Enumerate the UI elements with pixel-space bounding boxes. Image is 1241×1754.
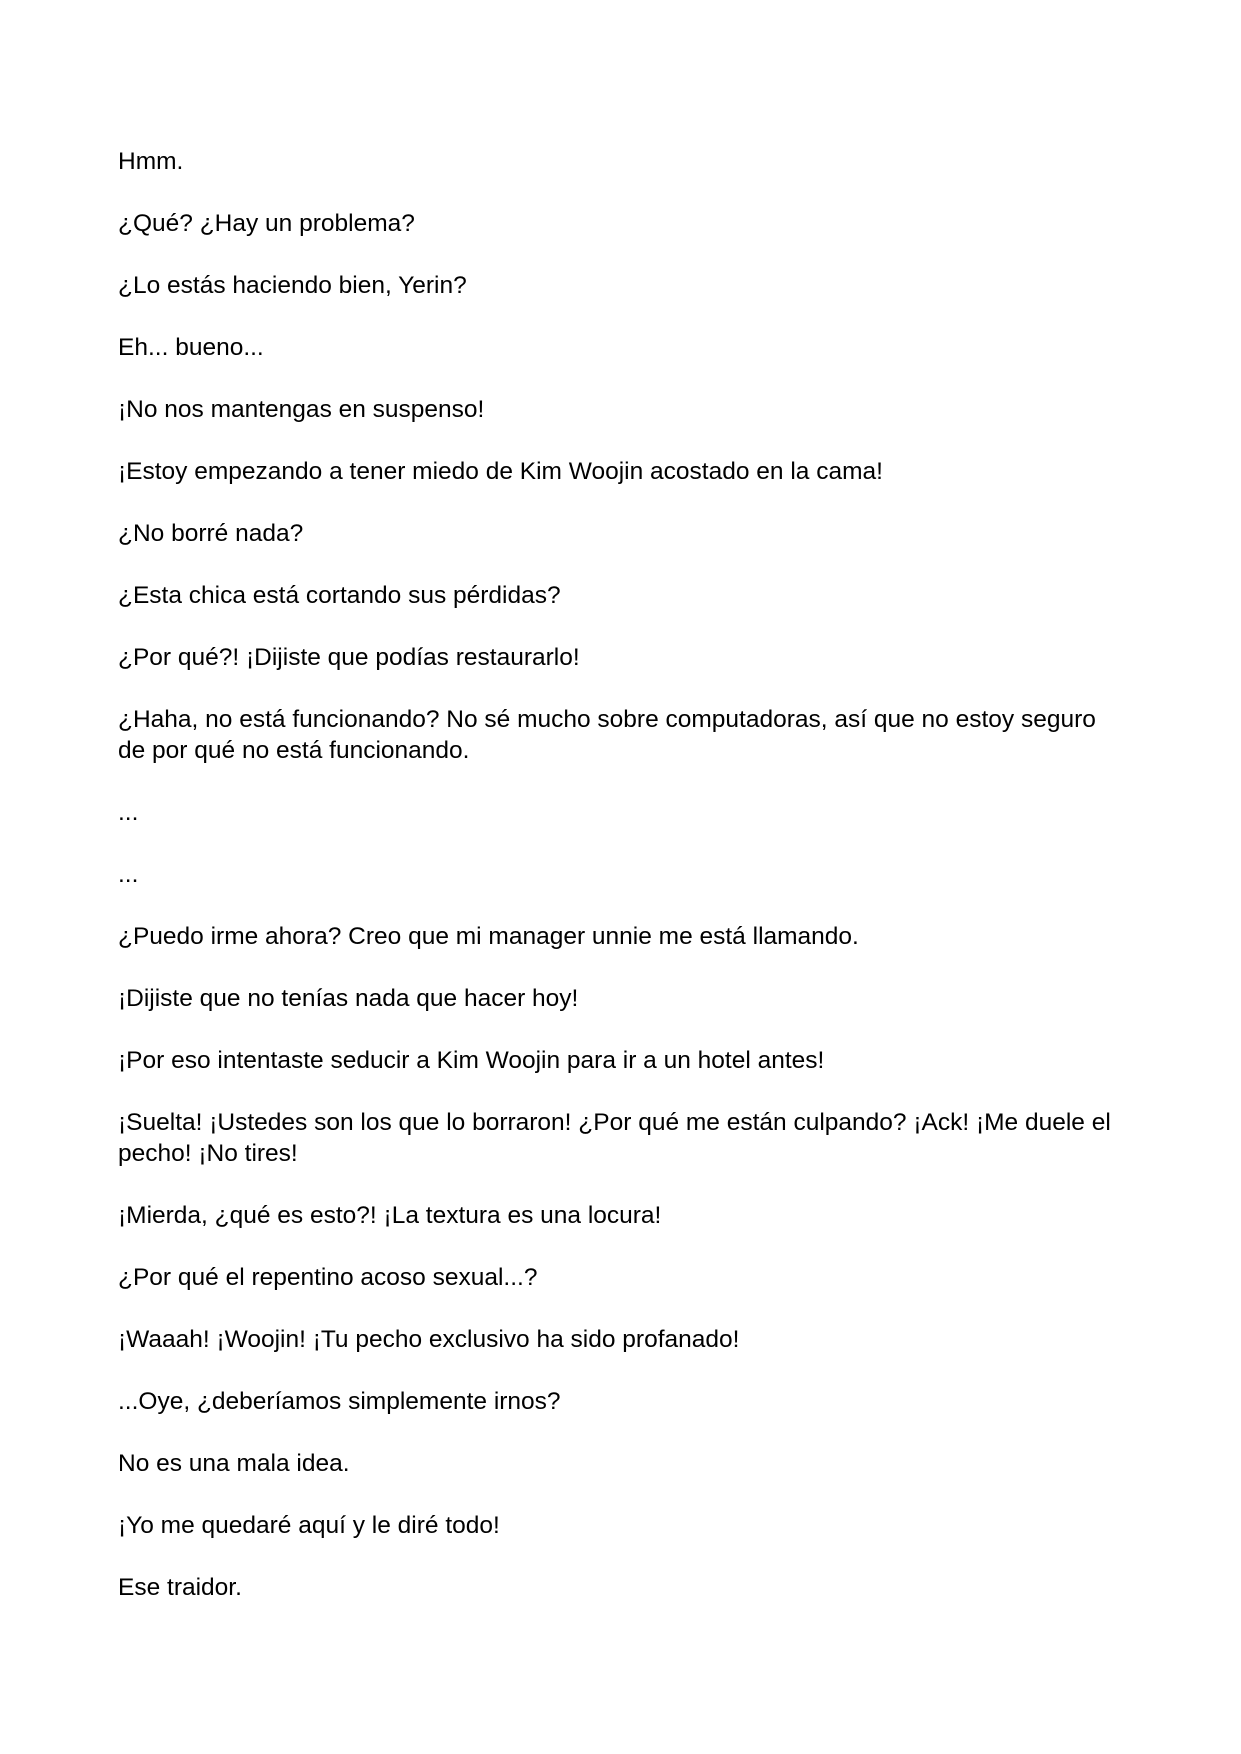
- paragraph: ¿Puedo irme ahora? Creo que mi manager unnie me está llamando.: [118, 923, 859, 950]
- paragraph: ¡Dijiste que no tenías nada que hacer hoy!: [118, 985, 579, 1012]
- paragraph: Hmm.: [118, 148, 184, 175]
- paragraph: ¡Estoy empezando a tener miedo de Kim Woojin acostado en la cama!: [118, 458, 883, 485]
- paragraph: ...: [118, 861, 139, 888]
- document-body: [118, 146, 1128, 1634]
- paragraph: ¿Esta chica está cortando sus pérdidas?: [118, 582, 561, 609]
- paragraph: ¡Suelta! ¡Ustedes son los que lo borraron! ¿Por qué me están culpando? ¡Ack! ¡Me duele el pecho! ¡No tires!: [118, 1109, 1111, 1167]
- paragraph: ¡Mierda, ¿qué es esto?! ¡La textura es una locura!: [118, 1202, 662, 1229]
- paragraph: ¡Waaah! ¡Woojin! ¡Tu pecho exclusivo ha sido profanado!: [118, 1326, 740, 1353]
- paragraph: ¿Por qué?! ¡Dijiste que podías restaurarlo!: [118, 644, 580, 671]
- paragraph: ¡Yo me quedaré aquí y le diré todo!: [118, 1512, 500, 1539]
- paragraph: ¿Haha, no está funcionando? No sé mucho sobre computadoras, así que no estoy seguro de por qué no está funcionando.: [118, 706, 1096, 764]
- paragraph: ¡Por eso intentaste seducir a Kim Woojin para ir a un hotel antes!: [118, 1047, 825, 1074]
- paragraph: ¿Por qué el repentino acoso sexual...?: [118, 1264, 538, 1291]
- paragraph: ¿No borré nada?: [118, 520, 304, 547]
- paragraph: ¡No nos mantengas en suspenso!: [118, 396, 485, 423]
- paragraph: Ese traidor.: [118, 1574, 242, 1601]
- paragraph: ¿Lo estás haciendo bien, Yerin?: [118, 272, 467, 299]
- paragraph: ¿Qué? ¿Hay un problema?: [118, 210, 415, 237]
- paragraph: ...: [118, 799, 139, 826]
- paragraph: Eh... bueno...: [118, 334, 264, 361]
- paragraph: ...Oye, ¿deberíamos simplemente irnos?: [118, 1388, 561, 1415]
- paragraph: No es una mala idea.: [118, 1450, 350, 1477]
